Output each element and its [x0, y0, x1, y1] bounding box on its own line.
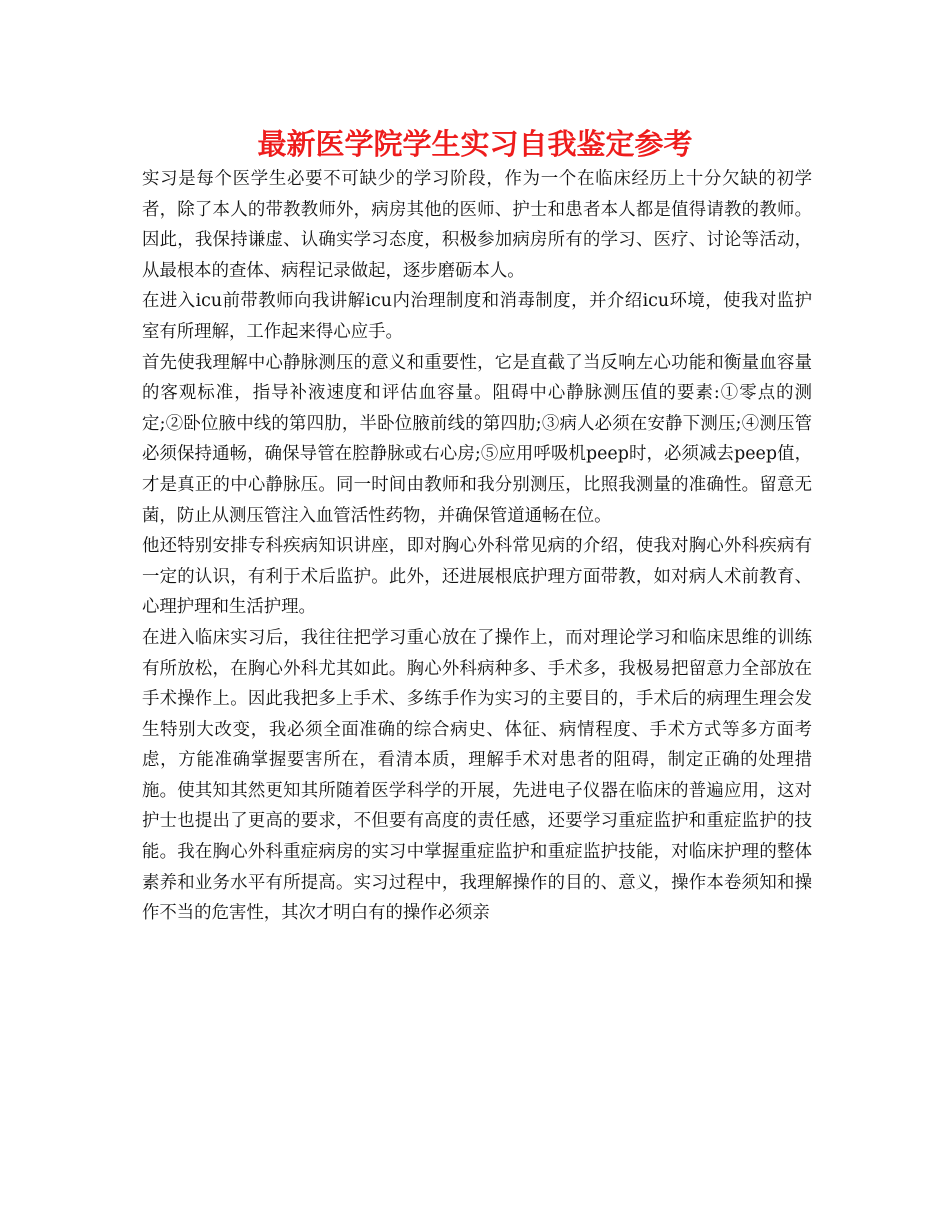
paragraph-4: 他还特别安排专科疾病知识讲座，即对胸心外科常见病的介绍，使我对胸心外科疾病有一定的认识，有利于术后监护。此外，还进展根底护理方面带教，如对病人术前教育、心理护理和生活护理。 [142, 536, 812, 618]
paragraph-3: 首先使我理解中心静脉测压的意义和重要性，它是直截了当反响左心功能和衡量血容量的客观标准，指导补液速度和评估血容量。阻碍中心静脉测压值的要素:①零点的测定;②卧位腋中线的第四肋，半卧位腋前线的第四肋;③病人必须在安静下测压;④测压管必须保持通畅，确保导管在腔静脉或右心房;⑤应用呼吸机peep时，必须减去peep值，才是真正的中心静脉压。同一时间由教师和我分别测压，比照我测量的准确性。留意无菌，防止从测压管注入血管活性药物，并确保管道通畅在位。 [142, 352, 812, 526]
document-title: 最新医学院学生实习自我鉴定参考 [257, 127, 693, 161]
paragraph-5: 在进入临床实习后，我往往把学习重心放在了操作上，而对理论学习和临床思维的训练有所放松，在胸心外科尤其如此。胸心外科病种多、手术多，我极易把留意力全部放在手术操作上。因此我把多上手术、多练手作为实习的主要目的，手术后的病理生理会发生特别大改变，我必须全面准确的综合病史、体征、病情程度、手术方式等多方面考虑，方能准确掌握要害所在，看清本质，理解手术对患者的阻碍，制定正确的处理措施。使其知其然更知其所随着医学科学的开展，先进电子仪器在临床的普遍应用，这对护士也提出了更高的要求，不但要有高度的责任感，还要学习重症监护和重症监护的技能。我在胸心外科重症病房的实习中掌握重症监护和重症监护技能，对临床护理的整体素养和业务水平有所提高。实习过程中，我理解操作的目的、意义，操作本卷须知和操作不当的危害性，其次才明白有的操作必须亲 [142, 627, 812, 924]
document-body [142, 164, 812, 929]
paragraph-2: 在进入icu前带教师向我讲解icu内治理制度和消毒制度，并介绍icu环境，使我对监护室有所理解，工作起来得心应手。 [142, 291, 812, 342]
paragraph-1: 实习是每个医学生必要不可缺少的学习阶段，作为一个在临床经历上十分欠缺的初学者，除了本人的带教教师外，病房其他的医师、护士和患者本人都是值得请教的教师。因此，我保持谦虚、认确实学习态度，积极参加病房所有的学习、医疗、讨论等活动，从最根本的查体、病程记录做起，逐步磨砺本人。 [142, 169, 812, 281]
